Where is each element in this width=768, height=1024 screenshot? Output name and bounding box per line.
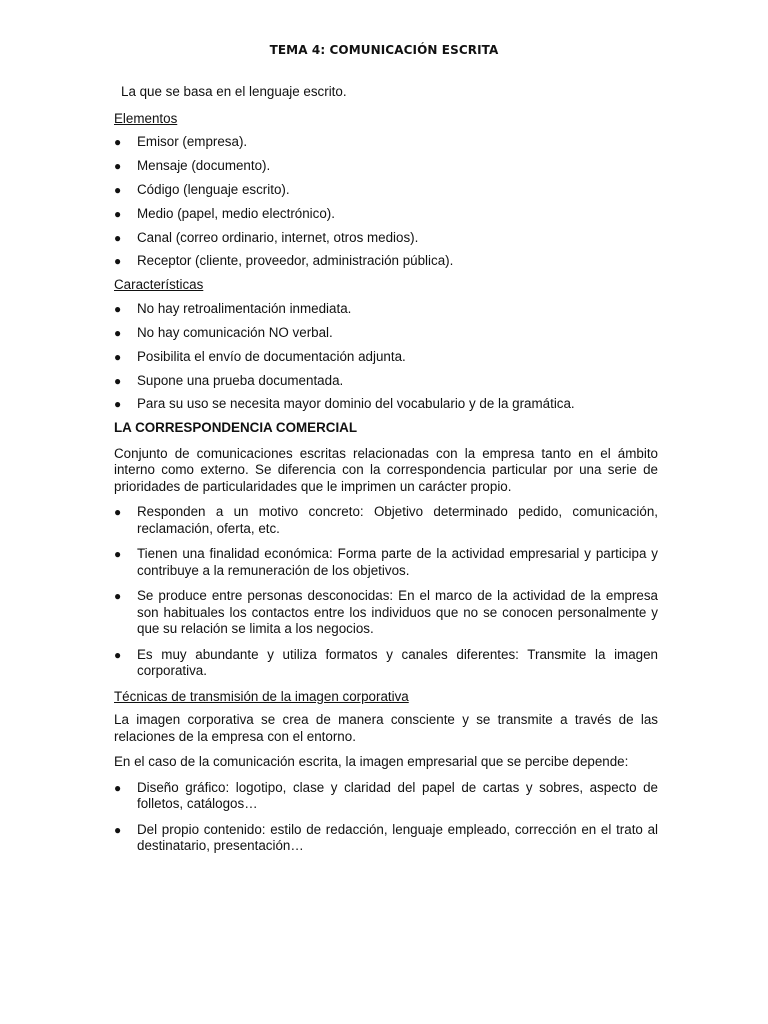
correspondencia-heading: LA CORRESPONDENCIA COMERCIAL [114,420,358,436]
caracteristicas-list [114,301,658,413]
bullet-icon: ● [114,505,122,520]
document-body [114,84,658,864]
intro-text: La que se basa en el lenguaje escrito. [121,84,347,99]
list-item: ● Tienen una finalidad económica: Forma parte de la actividad empresarial y participa y contribuye a la remuneración de los objetivos. [114,546,658,578]
tecnicas-list [114,780,658,855]
list-item: ● Responden a un motivo concreto: Objetivo determinado pedido, comunicación, reclamación, oferta, etc. [114,504,658,536]
bullet-icon: ● [114,647,122,662]
bullet-icon: ● [114,135,122,149]
bullet-icon: ● [114,373,122,388]
bullet-icon: ● [114,822,122,837]
bullet-icon: ● [114,158,122,173]
list-item: ● Diseño gráfico: logotipo, clase y claridad del papel de cartas y sobres, aspecto de folletos, catálogos… [114,779,658,812]
elementos-list [114,134,658,270]
bullet-icon: ● [114,349,122,364]
list-item: ● Del propio contenido: estilo de redacción, lenguaje empleado, corrección en el trato al destinatario, presentación… [114,821,658,854]
bullet-icon: ● [114,397,122,412]
list-item: ● Es muy abundante y utiliza formatos y canales diferentes: Transmite la imagen corporativa. [114,646,658,679]
list-item: ● Se produce entre personas desconocidas: En el marco de la actividad de la empresa son habituales los contactos entre los individuos que no se conocen personalmente y que su relación se limita a los negocios. [114,588,658,637]
bullet-icon: ● [114,547,122,562]
list-item: ● Emisor (empresa). [114,134,248,149]
elementos-heading: Elementos [114,110,178,126]
list-item: ● Para su uso se necesita mayor dominio del vocabulario y de la gramática. [114,396,575,412]
bullet-icon: ● [114,780,122,795]
list-item: ● Canal (correo ordinario, internet, otros medios). [114,229,419,245]
correspondencia-list [114,504,658,680]
tecnicas-paragraph-1: La imagen corporativa se crea de manera consciente y se transmite a través de las relaciones de la empresa con el entorno. [114,712,658,744]
list-item: ● No hay retroalimentación inmediata. [114,300,352,316]
bullet-icon: ● [114,254,122,269]
bullet-icon: ● [114,206,122,221]
list-item: ● Código (lenguaje escrito). [114,181,290,197]
list-item: ● Mensaje (documento). [114,157,271,173]
bullet-icon: ● [114,589,122,604]
tecnicas-paragraph-2: En el caso de la comunicación escrita, la imagen empresarial que se percibe depende: [114,754,629,770]
bullet-icon: ● [114,301,122,316]
bullet-icon: ● [114,325,122,340]
page-title: TEMA 4: COMUNICACIÓN ESCRITA [269,43,499,57]
list-item: ● No hay comunicación NO verbal. [114,324,333,340]
list-item: ● Supone una prueba documentada. [114,372,344,388]
bullet-icon: ● [114,230,122,245]
bullet-icon: ● [114,182,122,197]
list-item: ● Posibilita el envío de documentación adjunta. [114,348,406,364]
correspondencia-paragraph: Conjunto de comunicaciones escritas relacionadas con la empresa tanto en el ámbito interno como externo. Se diferencia con la correspondencia particular por una serie de prioridades de particularidades que le imprimen un carácter propio. [114,445,658,494]
caracteristicas-heading: Características [114,277,204,293]
list-item: ● Receptor (cliente, proveedor, administración pública). [114,253,454,269]
list-item: ● Medio (papel, medio electrónico). [114,205,335,221]
tecnicas-heading: Técnicas de transmisión de la imagen corporativa [114,688,409,704]
